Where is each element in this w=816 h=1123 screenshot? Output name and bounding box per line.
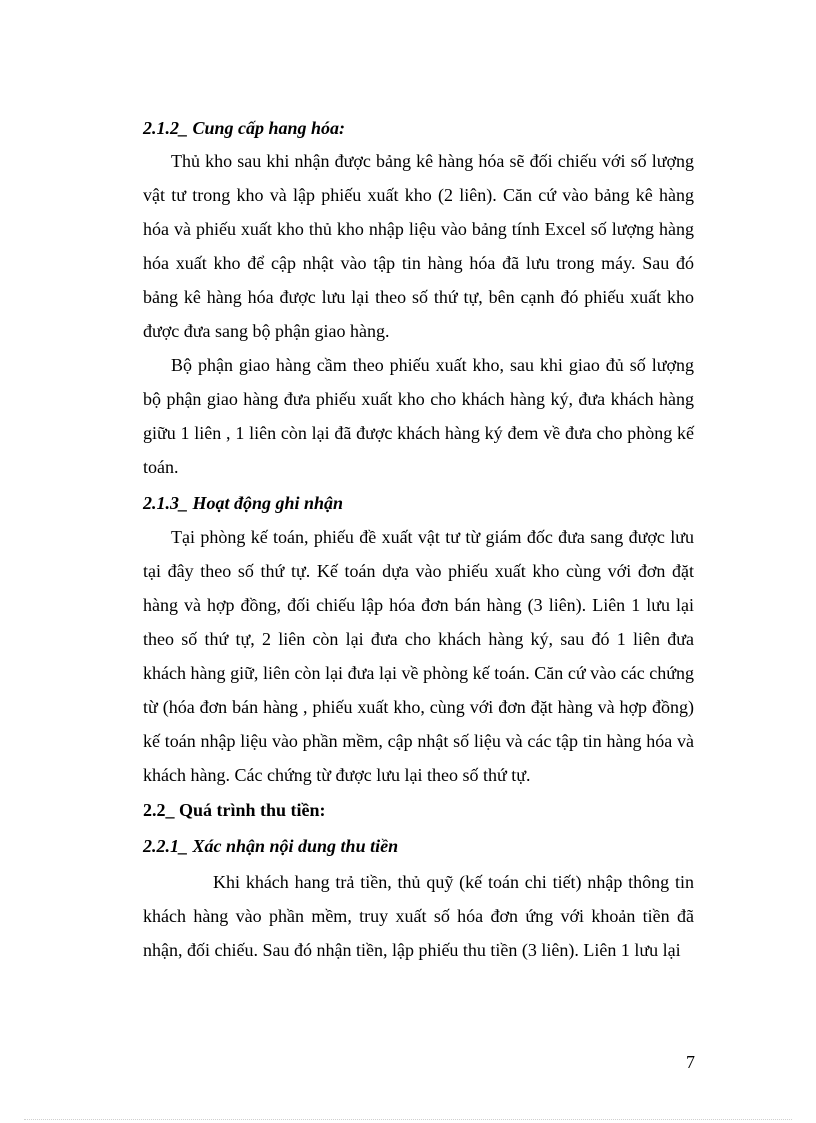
paragraph-cung-cap-1: Thủ kho sau khi nhận được bảng kê hàng hóa sẽ đối chiếu với số lượng vật tư trong kho và lập phiếu xuất kho (2 liên). Căn cứ vào bảng kê hàng hóa và phiếu xuất kho thủ kho nhập liệu vào bảng tính Excel số lượng hàng hóa xuất kho để cập nhật vào tập tin hàng hóa đã lưu trong máy. Sau đó bảng kê hàng hóa được lưu lại theo số thứ tự, bên cạnh đó phiếu xuất kho được đưa sang bộ phận giao hàng. [143,151,694,341]
section-heading-2-2: 2.2_ Quá trình thu tiền: [143,800,326,820]
paragraph-cung-cap-2: Bộ phận giao hàng cầm theo phiếu xuất kho, sau khi giao đủ số lượng bộ phận giao hàng đưa phiếu xuất kho cho khách hàng ký, đưa khách hàng giữu 1 liên , 1 liên còn lại đã được khách hàng ký đem về đưa cho phòng kế toán. [143,355,694,477]
page-number: 7 [686,1052,695,1072]
paragraph-hoat-dong-ghi-nhan: Tại phòng kế toán, phiếu đề xuất vật tư từ giám đốc đưa sang được lưu tại đây theo số thứ tự. Kế toán dựa vào phiếu xuất kho cùng với đơn đặt hàng và hợp đồng, đối chiếu lập hóa đơn bán hàng (3 liên). Liên 1 lưu lại theo số thứ tự, 2 liên còn lại đưa cho khách hàng ký, sau đó 1 liên đưa khách hàng giữ, liên còn lại đưa lại về phòng kế toán. Căn cứ vào các chứng từ (hóa đơn bán hàng , phiếu xuất kho, cùng với đơn đặt hàng và hợp đồng) kế toán nhập liệu vào phần mềm, cập nhật số liệu và các tập tin hàng hóa và khách hàng. Các chứng từ được lưu lại theo số thứ tự. [143,527,694,785]
section-heading-2-1-2: 2.1.2_ Cung cấp hang hóa: [143,118,346,138]
page-bottom-divider [24,1119,792,1120]
section-heading-2-1-3: 2.1.3_ Hoạt động ghi nhận [143,493,344,513]
section-heading-2-2-1: 2.2.1_ Xác nhận nội dung thu tiền [143,836,399,856]
paragraph-xac-nhan-thu-tien: Khi khách hang trả tiền, thủ quỹ (kế toán chi tiết) nhập thông tin khách hàng vào phần mềm, truy xuất số hóa đơn ứng với khoản tiền đã nhận, đối chiếu. Sau đó nhận tiền, lập phiếu thu tiền (3 liên). Liên 1 lưu lại [143,872,694,960]
